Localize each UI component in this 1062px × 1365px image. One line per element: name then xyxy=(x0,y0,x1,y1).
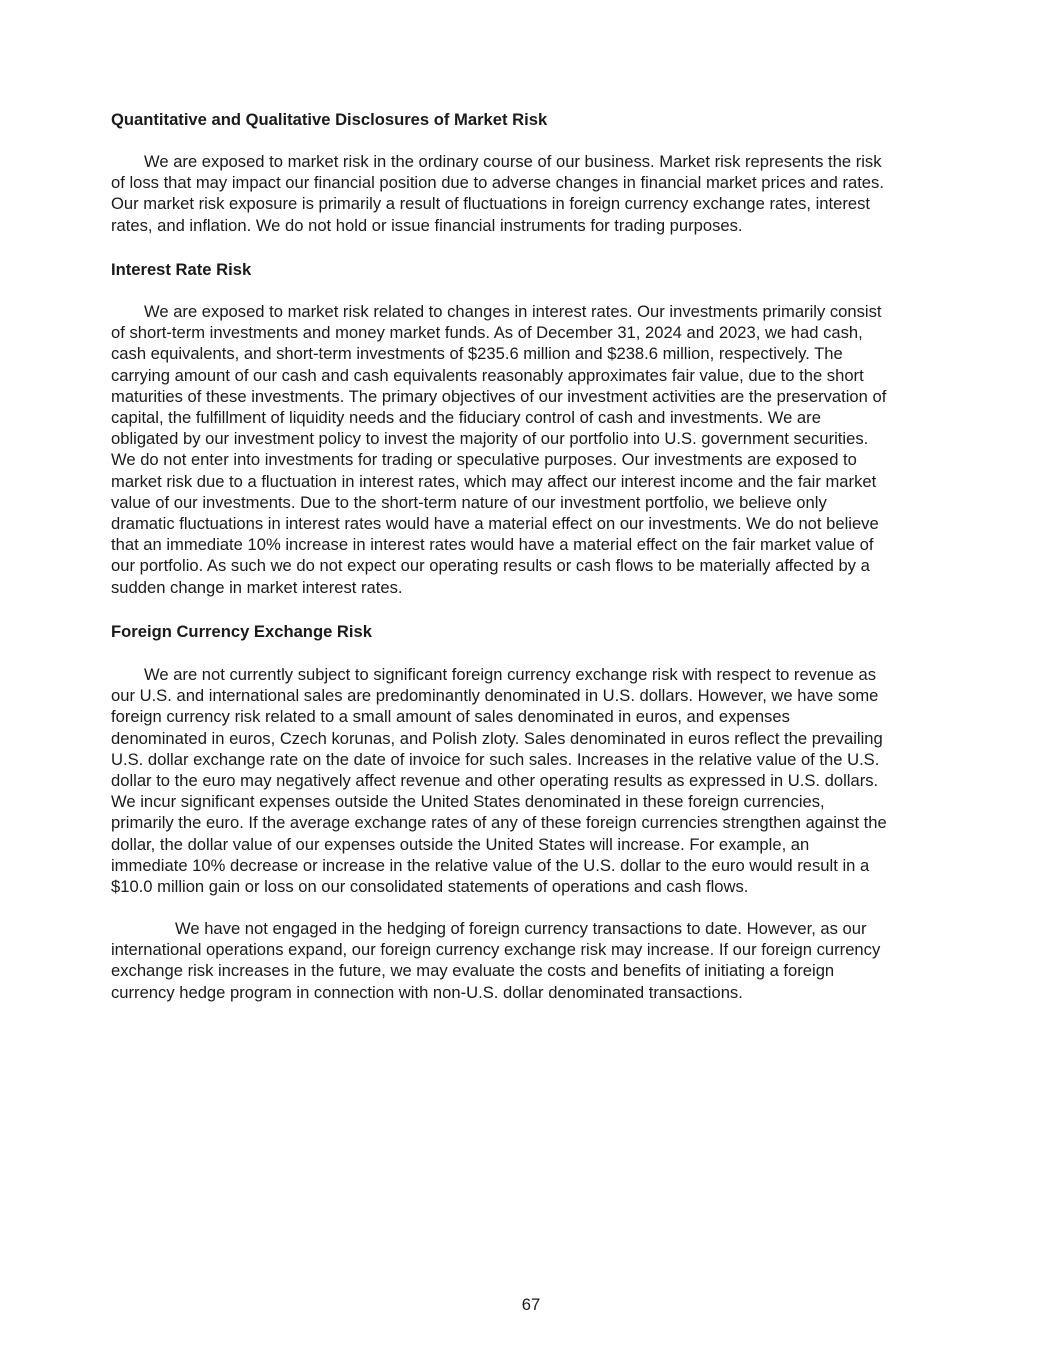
section-heading-foreign-currency-risk: Foreign Currency Exchange Risk xyxy=(111,622,372,641)
paragraph-hedging xyxy=(111,918,880,1003)
paragraph-line: foreign currency risk related to a small amount of sales denominated in euros, and expenses xyxy=(111,707,790,727)
paragraph-line: We are not currently subject to significant foreign currency exchange risk with respect to revenue as xyxy=(144,665,877,684)
paragraph-foreign-currency-risk xyxy=(111,664,887,897)
paragraph-line: dollar to the euro may negatively affect revenue and other operating results as expressed in U.S. dollars. xyxy=(111,771,879,791)
paragraph-line: obligated by our investment policy to invest the majority of our portfolio into U.S. government securities. xyxy=(111,429,869,449)
paragraph-line: $10.0 million gain or loss on our consolidated statements of operations and cash flows. xyxy=(111,877,749,897)
paragraph-line: We incur significant expenses outside the United States denominated in these foreign currencies, xyxy=(111,792,825,812)
paragraph-line: We are exposed to market risk in the ordinary course of our business. Market risk represents the risk xyxy=(144,152,882,171)
paragraph-line: market risk due to a fluctuation in interest rates, which may affect our interest income and the fair market xyxy=(111,471,877,491)
paragraph-line: capital, the fulfillment of liquidity needs and the fiduciary control of cash and investments. We are xyxy=(111,408,821,428)
paragraph-line: dollar, the dollar value of our expenses outside the United States will increase. For example, an xyxy=(111,834,810,854)
paragraph-market-risk xyxy=(111,151,884,236)
paragraph-line: denominated in euros, Czech korunas, and Polish zloty. Sales denominated in euros reflect the prevailing xyxy=(111,728,883,748)
section-heading-interest-rate-risk: Interest Rate Risk xyxy=(111,260,252,279)
paragraph-line: value of our investments. Due to the short-term nature of our investment portfolio, we believe only xyxy=(111,492,827,512)
page-number: 67 xyxy=(521,1295,541,1314)
paragraph-line: Our market risk exposure is primarily a result of fluctuations in foreign currency exchange rates, interest xyxy=(111,194,871,214)
paragraph-line: rates, and inflation. We do not hold or issue financial instruments for trading purposes. xyxy=(111,215,743,235)
paragraph-line: maturities of these investments. The primary objectives of our investment activities are the preservation of xyxy=(111,386,887,406)
paragraph-line: currency hedge program in connection with non-U.S. dollar denominated transactions. xyxy=(111,982,743,1002)
paragraph-line: our portfolio. As such we do not expect our operating results or cash flows to be materially affected by a xyxy=(111,556,870,576)
section-heading-market-risk: Quantitative and Qualitative Disclosures of Market Risk xyxy=(111,110,548,129)
paragraph-line: our U.S. and international sales are predominantly denominated in U.S. dollars. However, we have some xyxy=(111,686,879,706)
paragraph-line: immediate 10% decrease or increase in the relative value of the U.S. dollar to the euro would result in a xyxy=(111,855,870,875)
paragraph-line: of loss that may impact our financial position due to adverse changes in financial market prices and rates. xyxy=(111,173,884,193)
paragraph-line: U.S. dollar exchange rate on the date of invoice for such sales. Increases in the relative value of the U.S. xyxy=(111,749,880,769)
paragraph-line: primarily the euro. If the average exchange rates of any of these foreign currencies strengthen against the xyxy=(111,813,887,833)
paragraph-line: dramatic fluctuations in interest rates would have a material effect on our investments. We do not believe xyxy=(111,514,879,534)
paragraph-line: We are exposed to market risk related to changes in interest rates. Our investments primarily consist xyxy=(144,302,882,321)
paragraph-line: carrying amount of our cash and cash equivalents reasonably approximates fair value, due to the short xyxy=(111,365,864,385)
paragraph-line: We do not enter into investments for trading or speculative purposes. Our investments are exposed to xyxy=(111,450,857,470)
paragraph-line: cash equivalents, and short-term investments of $235.6 million and $238.6 million, respectively. The xyxy=(111,344,843,364)
paragraph-line: that an immediate 10% increase in interest rates would have a material effect on the fair market value of xyxy=(111,535,874,555)
paragraph-interest-rate-risk xyxy=(111,301,886,598)
paragraph-line: of short-term investments and money market funds. As of December 31, 2024 and 2023, we had cash, xyxy=(111,323,863,343)
paragraph-line: We have not engaged in the hedging of foreign currency transactions to date. However, as our xyxy=(175,919,867,938)
paragraph-line: sudden change in market interest rates. xyxy=(111,577,403,597)
paragraph-line: international operations expand, our foreign currency exchange risk may increase. If our foreign currency xyxy=(111,940,881,960)
paragraph-line: exchange risk increases in the future, we may evaluate the costs and benefits of initiating a foreign xyxy=(111,961,835,981)
